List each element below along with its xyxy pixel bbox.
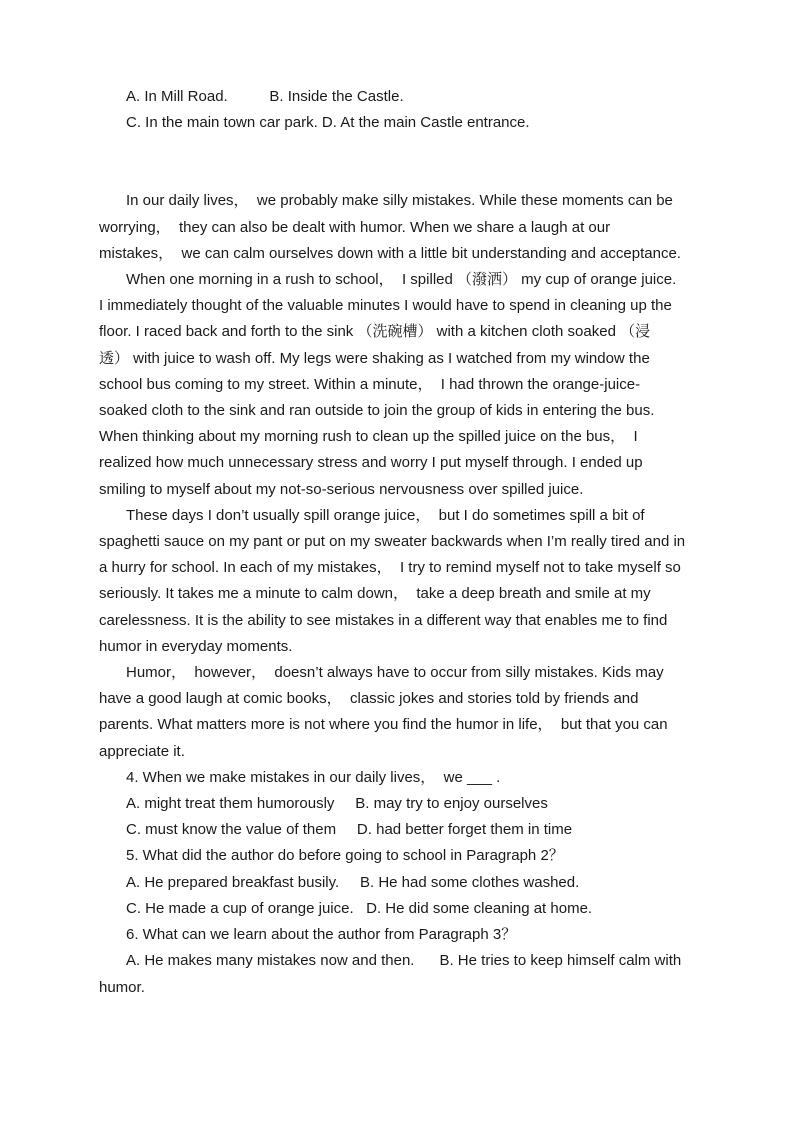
- option-line: A. In Mill Road. B. Inside the Castle.: [126, 88, 404, 105]
- paragraph-2: [99, 267, 703, 503]
- text-line: 透） with juice to wash off. My legs were shaking as I watched from my window the: [99, 349, 650, 367]
- text-line: appreciate it.: [99, 742, 185, 760]
- option-line: A. He prepared breakfast busily. B. He had some clothes washed.: [126, 873, 580, 891]
- text-line: I immediately thought of the valuable minutes I would have to spend in cleaning up the: [99, 297, 672, 315]
- text-line: school bus coming to my street. Within a minute， I had thrown the orange-juice-: [99, 375, 641, 393]
- text-line: worrying， they can also be dealt with humor. When we share a laugh at our: [99, 218, 611, 236]
- text-line: realized how much unnecessary stress and worry I put myself through. I ended up: [99, 454, 643, 472]
- text-line: soaked cloth to the sink and ran outside to join the group of kids in entering the bus.: [99, 402, 655, 420]
- section-gap: [99, 136, 703, 188]
- option-line: C. must know the value of them D. had better forget them in time: [126, 821, 573, 839]
- option-line: C. In the main town car park. D. At the main Castle entrance.: [126, 114, 530, 132]
- text-line: parents. What matters more is not where you find the humor in life， but that you can: [99, 716, 668, 734]
- text-line: a hurry for school. In each of my mistakes， I try to remind myself not to take myself so: [99, 559, 681, 577]
- option-line: A. He makes many mistakes now and then. B. He tries to keep himself calm with: [126, 952, 682, 970]
- option-line: A. might treat them humorously B. may try to enjoy ourselves: [126, 795, 548, 813]
- text-line: These days I don’t usually spill orange juice， but I do sometimes spill a bit of: [126, 506, 645, 524]
- text-line: spaghetti sauce on my pant or put on my sweater backwards when I’m really tired and in: [99, 533, 686, 551]
- text-line: have a good laugh at comic books， classic jokes and stories told by friends and: [99, 690, 639, 708]
- previous-question-options: [99, 84, 703, 136]
- option-line: C. He made a cup of orange juice. D. He did some cleaning at home.: [126, 899, 593, 917]
- question-6: [99, 922, 703, 1001]
- question-4: [99, 765, 703, 844]
- text-line: When thinking about my morning rush to clean up the spilled juice on the bus， I: [99, 428, 638, 446]
- text-line: In our daily lives， we probably make silly mistakes. While these moments can be: [126, 192, 673, 210]
- text-line: humor in everyday moments.: [99, 637, 293, 655]
- text-line: floor. I raced back and forth to the sink （洗碗槽） with a kitchen cloth soaked （浸: [99, 323, 651, 341]
- text-line: seriously. It takes me a minute to calm down， take a deep breath and smile at my: [99, 585, 651, 603]
- text-line: smiling to myself about my not-so-serious nervousness over spilled juice.: [99, 480, 584, 498]
- question-list: [99, 765, 703, 1001]
- reading-passage: [99, 188, 703, 764]
- option-continuation: humor.: [99, 978, 145, 996]
- paragraph-3: [99, 503, 703, 660]
- text-line: carelessness. It is the ability to see mistakes in a different way that enables me to find: [99, 611, 668, 629]
- text-line: When one morning in a rush to school， I spilled （潑洒） my cup of orange juice.: [126, 271, 677, 289]
- question-stem: 4. When we make mistakes in our daily lives， we ___ .: [126, 768, 501, 786]
- paragraph-4: [99, 660, 703, 765]
- paragraph-1: [99, 188, 703, 267]
- text-line: mistakes， we can calm ourselves down with a little bit understanding and acceptance.: [99, 244, 681, 262]
- question-stem: 6. What can we learn about the author from Paragraph 3？: [126, 926, 517, 944]
- question-stem: 5. What did the author do before going to school in Paragraph 2？: [126, 847, 564, 865]
- document-page: [99, 84, 703, 1001]
- text-line: Humor， however， doesn’t always have to occur from silly mistakes. Kids may: [126, 664, 664, 682]
- question-5: [99, 843, 703, 922]
